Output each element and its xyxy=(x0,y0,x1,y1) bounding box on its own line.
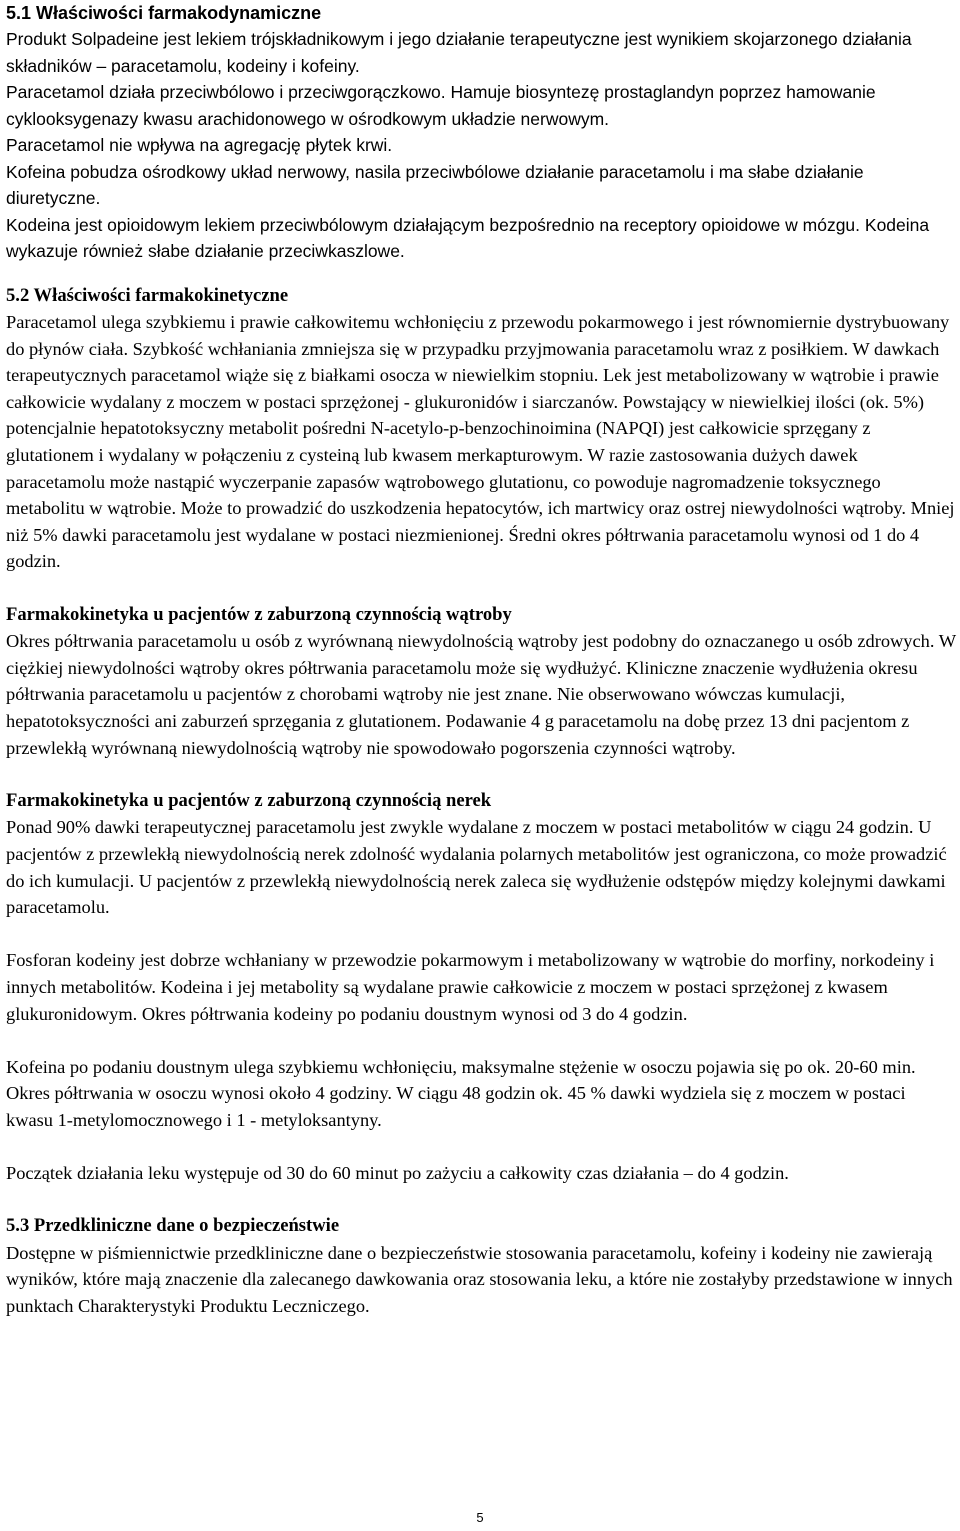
paragraph: Paracetamol ulega szybkiemu i prawie całkowitemu wchłonięciu z przewodu pokarmowego i jest równomiernie dystrybuowany do płynów ciała. Szybkość wchłaniania zmniejsza się w przypadku przyjmowania paracetamolu wraz z posiłkiem. W dawkach terapeutycznych paracetamol wiąże się z białkami osocza w niewielkim stopniu. Lek jest metabolizowany w wątrobie i prawie całkowicie wydalany z moczem w postaci sprzężonej - glukuronidów i siarczanów. Powstający w niewielkiej ilości (ok. 5%) potencjalnie hepatotoksyczny metabolit pośredni N-acetylo-p-benzochinoimina (NAPQI) jest całkowicie sprzęgany z glutationem i wydalany w połączeniu z cysteiną lub kwasem merkapturowym. W razie zastosowania dużych dawek paracetamolu może nastąpić wyczerpanie zapasów wątrobowego glutationu, co powoduje nagromadzenie toksycznego metabolitu w wątrobie. Może to prowadzić do uszkodzenia hepatocytów, ich martwicy oraz ostrej niewydolności wątroby. Mniej niż 5% dawki paracetamolu jest wydalane w postaci niezmienionej. Średni okres półtrwania paracetamolu wynosi od 1 do 4 godzin. xyxy=(6,312,955,572)
paragraph: Dostępne w piśmiennictwie przedkliniczne dane o bezpieczeństwie stosowania paracetamolu, kofeiny i kodeiny nie zawierają wyników, które mają znaczenie dla zalecanego dawkowania oraz stosowania leku, a które nie zostałyby przedstawione w innych punktach Charakterystyki Produktu Leczniczego. xyxy=(6,1242,953,1317)
paragraph: Paracetamol działa przeciwbólowo i przeciwgorączkowo. Hamuje biosyntezę prostaglandyn poprzez hamowanie cyklooksygenazy kwasu arachidonowego w ośrodkowym układzie nerwowym. xyxy=(6,82,876,129)
subsection-heading-kidney: Farmakokinetyka u pacjentów z zaburzoną czynnością nerek xyxy=(6,789,492,811)
section-heading: 5.1 Właściwości farmakodynamiczne xyxy=(6,3,322,23)
paragraph: Okres półtrwania paracetamolu u osób z wyrównaną niewydolnością wątroby jest podobny do oznaczanego u osób zdrowych. W ciężkiej niewydolności wątroby okres półtrwania paracetamolu może się wydłużyć. Kliniczne znaczenie wydłużenia okresu półtrwania paracetamolu u pacjentów z chorobami wątroby nie jest znane. Nie obserwowano wówczas kumulacji, hepatotoksyczności ani zaburzeń sprzęgania z glutationem. Podawanie 4 g paracetamolu na dobę przez 13 dni pacjentom z przewlekłą wyrównaną niewydolnością wątroby nie spowodowało pogorszenia czynności wątroby. xyxy=(6,631,956,758)
section-5-1 xyxy=(6,0,956,265)
section-heading: 5.3 Przedkliniczne dane o bezpieczeństwie xyxy=(6,1215,340,1237)
paragraph: Paracetamol nie wpływa na agregację płytek krwi. xyxy=(6,135,393,155)
paragraph-caffeine: Kofeina po podaniu doustnym ulega szybkiemu wchłonięciu, maksymalne stężenie w osoczu pojawia się po ok. 20-60 min. Okres półtrwania w osoczu wynosi około 4 godziny. W ciągu 48 godzin ok. 45 % dawki wydziela się z moczem w postaci kwasu 1-metylomocznowego i 1 - metyloksantyny. xyxy=(6,1056,916,1130)
paragraph: Ponad 90% dawki terapeutycznej paracetamolu jest zwykle wydalane z moczem w postaci metabolitów w ciągu 24 godzin. U pacjentów z przewlekłą niewydolnością nerek zdolność wydalania polarnych metabolitów jest ograniczona, co może prowadzić do ich kumulacji. U pacjentów z przewlekłą niewydolnością nerek zaleca się wydłużenie odstępów między kolejnymi dawkami paracetamolu. xyxy=(6,817,947,918)
subsection-heading-liver: Farmakokinetyka u pacjentów z zaburzoną czynnością wątroby xyxy=(6,603,512,625)
page-number: 5 xyxy=(476,1510,484,1525)
section-5-2 xyxy=(6,283,956,1320)
document-page xyxy=(6,0,956,1320)
paragraph-codeine: Fosforan kodeiny jest dobrze wchłaniany w przewodzie pokarmowym i metabolizowany w wątrobie do morfiny, norkodeiny i innych metabolitów. Kodeina i jej metabolity są wydalane prawie całkowicie z moczem w postaci sprzężonej z kwasem glukuronidowym. Okres półtrwania kodeiny po podaniu doustnym wynosi od 3 do 4 godzin. xyxy=(6,950,935,1024)
paragraph: Produkt Solpadeine jest lekiem trójskładnikowym i jego działanie terapeutyczne jest wynikiem skojarzonego działania składników – paracetamolu, kodeiny i kofeiny. xyxy=(6,29,912,76)
paragraph: Kodeina jest opioidowym lekiem przeciwbólowym działającym bezpośrednio na receptory opioidowe w mózgu. Kodeina wykazuje również słabe działanie przeciwkaszlowe. xyxy=(6,214,930,261)
section-heading: 5.2 Właściwości farmakokinetyczne xyxy=(6,284,289,306)
paragraph: Kofeina pobudza ośrodkowy układ nerwowy, nasila przeciwbólowe działanie paracetamolu i ma słabe działanie diuretyczne. xyxy=(6,161,864,208)
paragraph-onset: Początek działania leku występuje od 30 do 60 minut po zażyciu a całkowity czas działania – do 4 godzin. xyxy=(6,1163,789,1184)
